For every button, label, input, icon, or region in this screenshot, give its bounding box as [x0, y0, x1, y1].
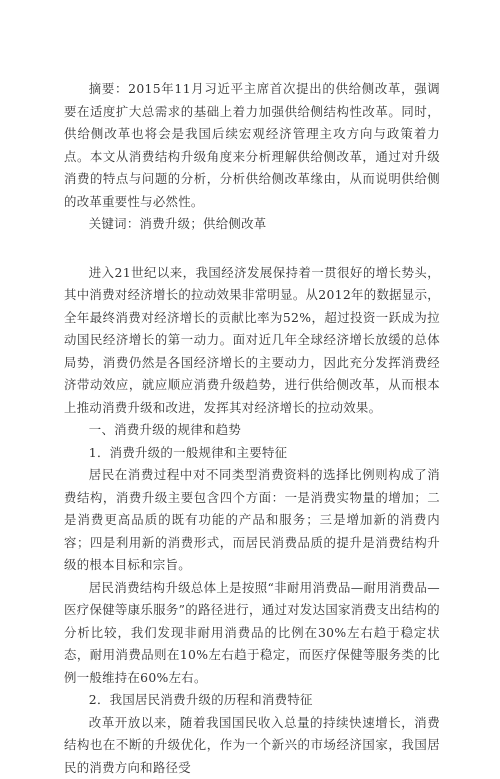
spacer: [64, 236, 440, 262]
keywords-line: 关键词：消费升级；供给侧改革: [64, 213, 440, 236]
subsection-heading: 1．消费升级的一般规律和主要特征: [64, 442, 440, 465]
intro-paragraph: 进入21世纪以来，我国经济发展保持着一贯很好的增长势头，其中消费对经济增长的拉动效果非常明显。从2012年的数据显示，全年最终消费对经济增长的贡献比率为52%，超过投资一跃成为拉动国民经济增长的第一动力。面对近几年全球经济增长放缓的总体局势，消费仍然是各国经济增长的主要动力，因此充分发挥消费经济带动效应，就应顺应消费升级趋势，进行供给侧改革，从而根本上推动消费升级和改进，发挥其对经济增长的拉动效果。: [64, 262, 440, 420]
section-heading: 一、消费升级的规律和趋势: [64, 419, 440, 442]
subsection-heading: 2．我国居民消费升级的历程和消费特征: [64, 689, 440, 712]
abstract-paragraph: 摘要：2015年11月习近平主席首次提出的供给侧改革，强调要在适度扩大总需求的基础上着力加强供给侧结构性改革。同时，供给侧改革也将会是我国后续宏观经济管理主攻方向与政策着力点。本文从消费结构升级角度来分析理解供给侧改革，通过对升级消费的特点与问题的分析，分析供给侧改革缘由，从而说明供给侧的改革重要性与必然性。: [64, 78, 440, 213]
body-paragraph: 改革开放以来，随着我国国民收入总量的持续快速增长，消费结构也在不断的升级优化，作为一个新兴的市场经济国家，我国居民的消费方向和路径受: [64, 712, 440, 779]
body-paragraph: 居民在消费过程中对不同类型消费资料的选择比例则构成了消费结构，消费升级主要包含四个方面：一是消费实物量的增加；二是消费更高品质的既有功能的产品和服务；三是增加新的消费内容；四是利用新的消费形式，而居民消费品质的提升是消费结构升级的根本目标和宗旨。: [64, 464, 440, 577]
body-paragraph: 居民消费结构升级总体上是按照“非耐用消费品—耐用消费品—医疗保健等康乐服务”的路径进行，通过对发达国家消费支出结构的分析比较，我们发现非耐用消费品的比例在30%左右趋于稳定状态，耐用消费品则在10%左右趋于稳定，而医疗保健等服务类的比例一般维持在60%左右。: [64, 577, 440, 690]
